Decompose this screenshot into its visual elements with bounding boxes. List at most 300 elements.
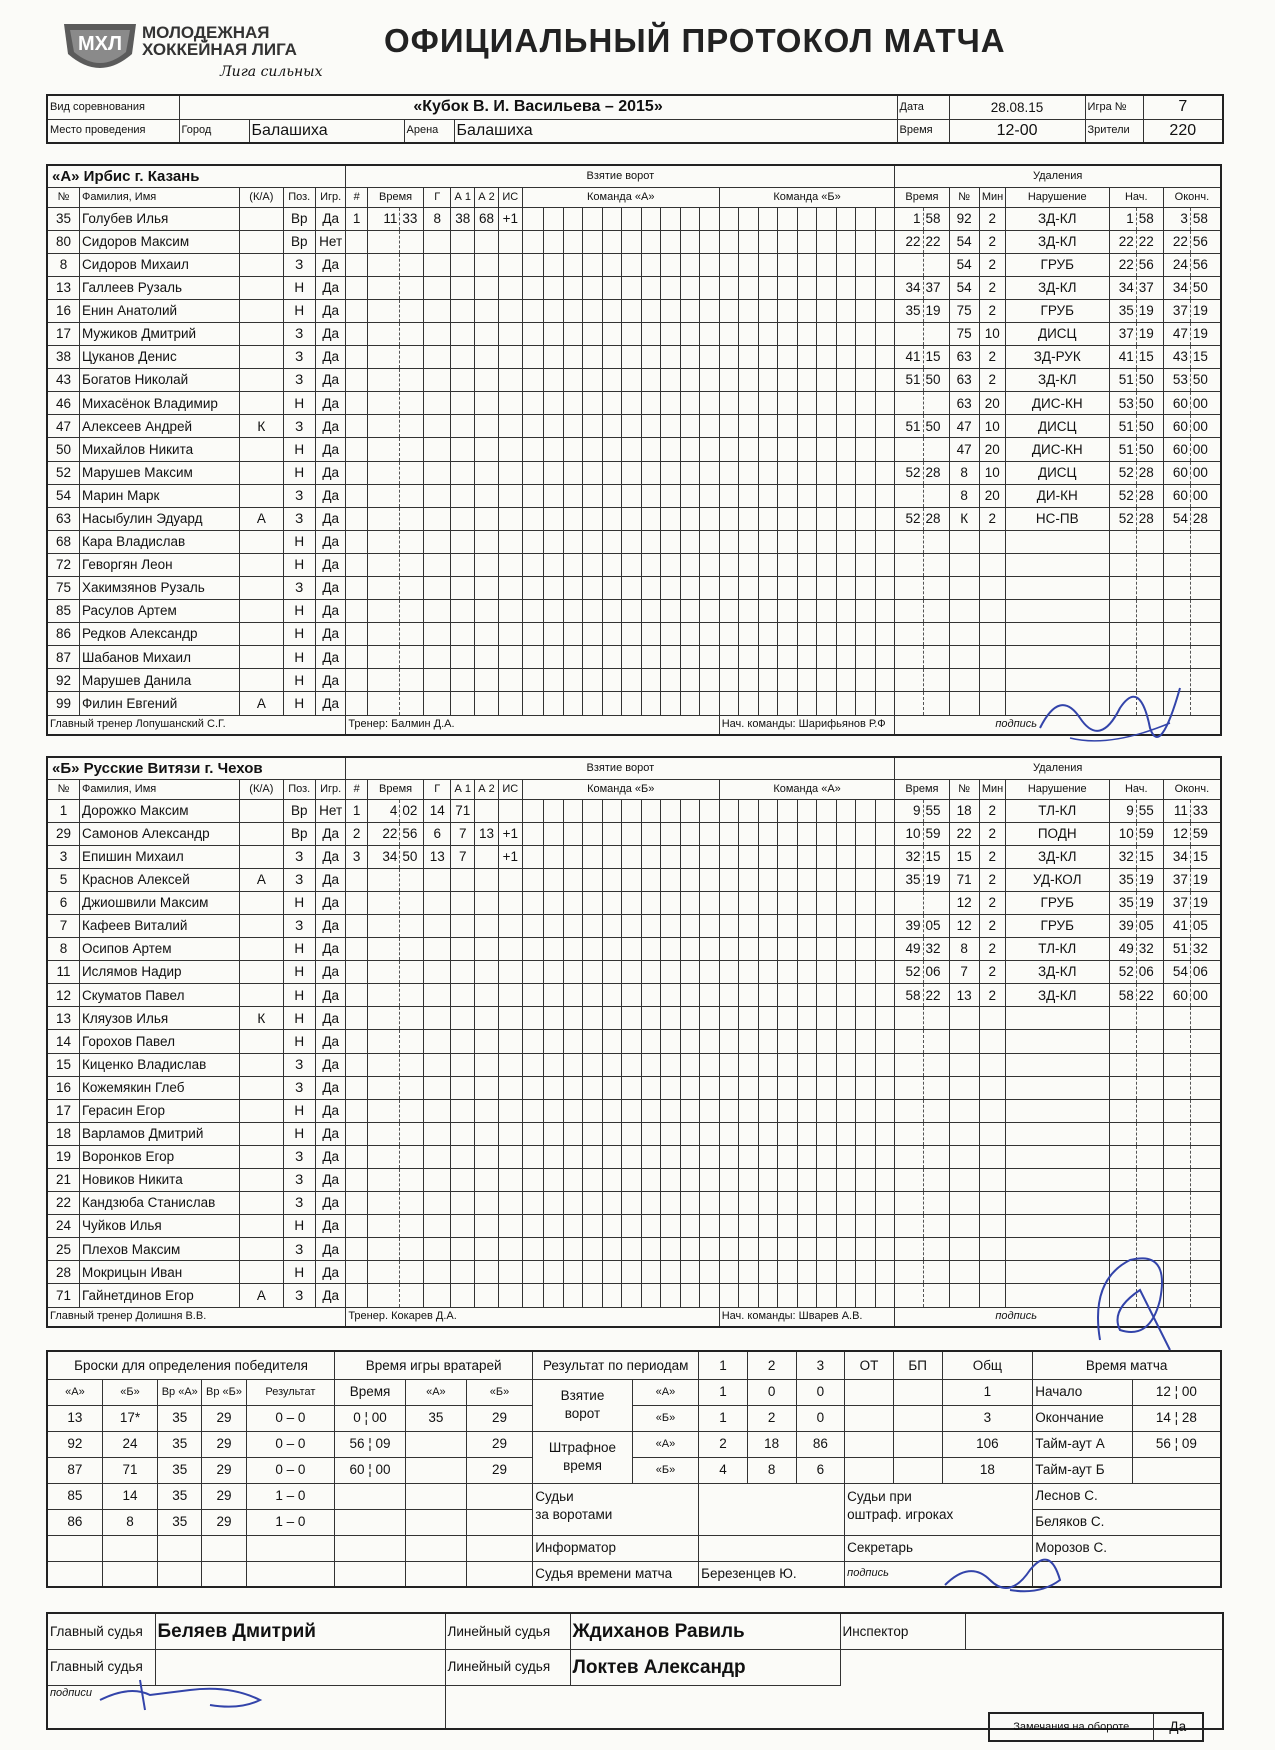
grid-cell [836, 369, 855, 392]
match-time: 12-00 [949, 119, 1085, 143]
grid-cell [641, 276, 660, 299]
grid-cell [856, 868, 875, 891]
grid-cell [856, 369, 875, 392]
grid-cell [739, 1284, 758, 1307]
player-played: Нет [315, 799, 345, 822]
grid-cell [739, 1192, 758, 1215]
player-position: З [283, 914, 315, 937]
player-number: 68 [47, 530, 79, 553]
pen-player: 8 [949, 938, 979, 961]
pen-minutes: 2 [979, 230, 1005, 253]
grid-cell [856, 207, 875, 230]
grid-cell [856, 961, 875, 984]
grid-cell [797, 1261, 816, 1284]
pen-end-min: 53 [1163, 369, 1190, 392]
pim-a: 2 [699, 1431, 748, 1457]
grid-cell [544, 1215, 563, 1238]
player-played: Да [315, 600, 345, 623]
grid-cell [522, 392, 544, 415]
goal-scorer [424, 392, 451, 415]
grid-cell [778, 322, 797, 345]
pen-minutes: 20 [979, 438, 1005, 461]
goal-scorer [424, 530, 451, 553]
grid-cell [661, 530, 680, 553]
pen-start-min [1109, 600, 1136, 623]
pen-end-min: 47 [1163, 322, 1190, 345]
player-name: Новиков Никита [79, 1169, 239, 1192]
grid-cell [797, 692, 816, 715]
grid-cell [817, 623, 836, 646]
grid-cell [583, 1284, 602, 1307]
goal-number [346, 322, 368, 345]
goal-assist2 [475, 914, 499, 937]
pen-end-sec [1190, 1261, 1221, 1284]
grid-cell [680, 1169, 699, 1192]
so-h: «Б» [102, 1379, 157, 1405]
grid-cell [522, 822, 544, 845]
pen-player [949, 1192, 979, 1215]
goal-min [367, 669, 399, 692]
goal-min [367, 1099, 399, 1122]
grid-cell [522, 484, 544, 507]
grid-cell [778, 1099, 797, 1122]
grid-cell [622, 961, 641, 984]
grid-cell [563, 868, 582, 891]
pen-start-min [1109, 553, 1136, 576]
pen-minutes [979, 669, 1005, 692]
grid-cell [758, 369, 777, 392]
pen-infraction [1005, 1169, 1109, 1192]
grid-cell [602, 1261, 621, 1284]
goal-number [346, 961, 368, 984]
pen-end-sec: 00 [1190, 392, 1221, 415]
grid-cell [719, 984, 738, 1007]
grid-cell [602, 600, 621, 623]
so-cell: 35 [158, 1405, 202, 1431]
grid-cell [836, 553, 855, 576]
grid-cell [680, 961, 699, 984]
head-coach: Главный тренер Долишня В.В. [47, 1307, 346, 1327]
grid-cell [583, 253, 602, 276]
pen-end-min: 37 [1163, 299, 1190, 322]
player-row [47, 461, 1221, 484]
goal-number [346, 253, 368, 276]
pen-minutes [979, 1053, 1005, 1076]
grid-cell [836, 891, 855, 914]
pen-player [949, 1053, 979, 1076]
grid-cell [719, 1053, 738, 1076]
grid-cell [856, 1215, 875, 1238]
pen-end-sec [1190, 1284, 1221, 1307]
player-role [240, 1261, 283, 1284]
goal-number [346, 984, 368, 1007]
grid-cell [641, 914, 660, 937]
pen-start-min: 35 [1109, 891, 1136, 914]
col-p-start: Нач. [1109, 187, 1163, 207]
player-name: Кляузов Илья [79, 1007, 239, 1030]
grid-cell [641, 600, 660, 623]
pen-start-sec [1136, 692, 1163, 715]
grid-cell [563, 230, 582, 253]
remarks-label: Замечания на обороте [989, 1713, 1153, 1741]
player-name: Михайлов Никита [79, 438, 239, 461]
pen-end-sec: 19 [1190, 891, 1221, 914]
grid-cell [544, 1053, 563, 1076]
pen-end-min [1163, 1169, 1190, 1192]
pen-minutes [979, 1099, 1005, 1122]
grid-cell [739, 1145, 758, 1168]
so-cell: 35 [158, 1431, 202, 1457]
grid-cell [817, 392, 836, 415]
grid-cell [661, 484, 680, 507]
grid-cell [836, 692, 855, 715]
main-ref-label: Главный судья [47, 1649, 155, 1685]
grid-cell [778, 230, 797, 253]
shootout-title: Броски для определения победителя [47, 1351, 335, 1379]
pen-min [895, 1284, 923, 1307]
pen-minutes: 2 [979, 507, 1005, 530]
grid-cell [602, 914, 621, 937]
pen-minutes: 10 [979, 415, 1005, 438]
player-number: 43 [47, 369, 79, 392]
grid-cell [680, 1145, 699, 1168]
player-played: Да [315, 253, 345, 276]
grid-cell [817, 253, 836, 276]
goal-min [367, 1053, 399, 1076]
goal-strength [498, 1169, 522, 1192]
grid-cell [836, 799, 855, 822]
grid-cell [856, 507, 875, 530]
pen-minutes [979, 1238, 1005, 1261]
grid-cell [836, 669, 855, 692]
pen-end-sec [1190, 669, 1221, 692]
grid-cell [622, 984, 641, 1007]
grid-cell [739, 600, 758, 623]
player-number: 35 [47, 207, 79, 230]
grid-cell [544, 891, 563, 914]
player-played: Да [315, 623, 345, 646]
pen-infraction: ДИС-КН [1005, 438, 1109, 461]
grid-cell [583, 1169, 602, 1192]
goal-strength: +1 [498, 822, 522, 845]
grid-cell [797, 1053, 816, 1076]
grid-cell [856, 1261, 875, 1284]
pen-minutes: 2 [979, 822, 1005, 845]
grid-cell [522, 845, 544, 868]
pen-min [895, 1238, 923, 1261]
goal-assist2 [475, 961, 499, 984]
grid-cell [602, 1076, 621, 1099]
col-ka: (К/А) [240, 779, 283, 799]
pen-end-sec [1190, 1169, 1221, 1192]
grid-cell [817, 1099, 836, 1122]
col-p-inf: Нарушение [1005, 187, 1109, 207]
grid-cell [836, 1284, 855, 1307]
grid-cell [661, 1284, 680, 1307]
so-h: «А» [47, 1379, 102, 1405]
grid-cell [641, 938, 660, 961]
goal-scorer [424, 1076, 451, 1099]
page-title: ОФИЦИАЛЬНЫЙ ПРОТОКОЛ МАТЧА [384, 22, 1006, 59]
pen-sec [923, 438, 949, 461]
goal-number [346, 230, 368, 253]
player-position: Н [283, 961, 315, 984]
grid-cell [875, 577, 895, 600]
grid-cell [544, 961, 563, 984]
goal-strength [498, 914, 522, 937]
grid-cell [622, 1076, 641, 1099]
pen-min: 52 [895, 507, 923, 530]
grid-cell [680, 1284, 699, 1307]
grid-cell [700, 1030, 719, 1053]
grid-cell [758, 1192, 777, 1215]
grid-cell [680, 322, 699, 345]
grid-cell [622, 346, 641, 369]
player-position: З [283, 346, 315, 369]
grid-cell [875, 1169, 895, 1192]
goal-sec [400, 1122, 424, 1145]
goal-number [346, 1284, 368, 1307]
grid-cell [719, 692, 738, 715]
grid-cell [602, 1030, 621, 1053]
grid-cell [680, 669, 699, 692]
pen-min [895, 669, 923, 692]
player-played: Да [315, 1145, 345, 1168]
grid-cell [758, 669, 777, 692]
goals-b: 2 [747, 1405, 796, 1431]
pen-start-sec: 59 [1136, 822, 1163, 845]
grid-cell [544, 438, 563, 461]
grid-cell [622, 1122, 641, 1145]
pen-sec [923, 669, 949, 692]
grid-cell [522, 692, 544, 715]
so-cell: 1 – 0 [246, 1509, 335, 1535]
pen-start-sec: 19 [1136, 299, 1163, 322]
goals-a [893, 1379, 942, 1405]
grid-cell [602, 1238, 621, 1261]
pen-end-min: 34 [1163, 845, 1190, 868]
player-position: З [283, 1169, 315, 1192]
grid-cell [700, 484, 719, 507]
team-chief: Нач. команды: Шарифьянов Р.Ф [719, 715, 895, 735]
pen-end-min: 12 [1163, 822, 1190, 845]
col-play: Игр. [315, 779, 345, 799]
goal-number [346, 692, 368, 715]
pen-min [895, 577, 923, 600]
pen-start-sec: 32 [1136, 938, 1163, 961]
col-p-min: Мин [979, 779, 1005, 799]
player-row [47, 799, 1221, 822]
pen-start-sec [1136, 1145, 1163, 1168]
grid-cell [700, 577, 719, 600]
pen-player: 15 [949, 845, 979, 868]
pen-infraction [1005, 553, 1109, 576]
goal-sec [400, 253, 424, 276]
period-so: БП [893, 1351, 942, 1379]
pen-sec [923, 1053, 949, 1076]
grid-cell [700, 1261, 719, 1284]
goal-scorer [424, 600, 451, 623]
pen-end-sec: 00 [1190, 415, 1221, 438]
so-empty [158, 1535, 202, 1561]
grid-cell [797, 1030, 816, 1053]
grid-cell [563, 822, 582, 845]
player-row [47, 507, 1221, 530]
grid-cell [661, 1007, 680, 1030]
pen-min [895, 600, 923, 623]
pen-minutes [979, 1192, 1005, 1215]
grid-cell [544, 914, 563, 937]
goal-assist1 [451, 438, 475, 461]
grid-cell [544, 1076, 563, 1099]
pen-sec: 28 [923, 461, 949, 484]
grid-cell [836, 577, 855, 600]
grid-cell [680, 1007, 699, 1030]
so-cell: 35 [158, 1457, 202, 1483]
pen-end-sec [1190, 1192, 1221, 1215]
inspector-label: Инспектор [840, 1613, 965, 1649]
player-position: Н [283, 646, 315, 669]
grid-cell [700, 346, 719, 369]
player-number: 18 [47, 1122, 79, 1145]
grid-cell [758, 530, 777, 553]
grid-cell [797, 868, 816, 891]
player-row [47, 623, 1221, 646]
grid-cell [680, 530, 699, 553]
goal-strength [498, 346, 522, 369]
grid-cell [719, 1215, 738, 1238]
pen-player: 92 [949, 207, 979, 230]
player-played: Да [315, 692, 345, 715]
goal-assist2 [475, 346, 499, 369]
pen-start-min [1109, 1261, 1136, 1284]
pen-min [895, 1122, 923, 1145]
pen-end-sec: 33 [1190, 799, 1221, 822]
grid-cell [739, 1215, 758, 1238]
pen-start-min: 52 [1109, 961, 1136, 984]
period-total: Общ [942, 1351, 1033, 1379]
pen-end-min: 3 [1163, 207, 1190, 230]
grid-cell [661, 961, 680, 984]
grid-cell [719, 346, 738, 369]
grid-cell [641, 1192, 660, 1215]
pen-end-sec [1190, 1238, 1221, 1261]
pen-start-sec [1136, 553, 1163, 576]
pen-end-sec: 19 [1190, 299, 1221, 322]
grid-cell [680, 799, 699, 822]
player-number: 8 [47, 253, 79, 276]
player-name: Хакимзянов Рузаль [79, 577, 239, 600]
pen-start-min [1109, 1122, 1136, 1145]
goal-assist1 [451, 961, 475, 984]
pen-sec: 50 [923, 369, 949, 392]
grid-cell [875, 868, 895, 891]
pen-end-sec [1190, 577, 1221, 600]
grid-cell [739, 369, 758, 392]
pen-end-sec: 19 [1190, 868, 1221, 891]
pen-player: 7 [949, 961, 979, 984]
player-played: Да [315, 891, 345, 914]
goal-assist1 [451, 868, 475, 891]
player-number: 47 [47, 415, 79, 438]
grid-cell [583, 600, 602, 623]
pen-end-min [1163, 1284, 1190, 1307]
grid-cell [875, 369, 895, 392]
grid-cell [544, 253, 563, 276]
player-position: З [283, 507, 315, 530]
grid-cell [778, 415, 797, 438]
col-team-own: Команда «Б» [522, 779, 719, 799]
grid-cell [719, 276, 738, 299]
player-role [240, 230, 283, 253]
pen-end-min: 43 [1163, 346, 1190, 369]
team-b-label: «Б» [632, 1405, 698, 1431]
grid-cell [719, 961, 738, 984]
player-role: А [240, 1284, 283, 1307]
grid-cell [817, 1076, 836, 1099]
goal-sec [400, 1192, 424, 1215]
grid-cell [544, 276, 563, 299]
pen-min [895, 1007, 923, 1030]
grid-cell [758, 600, 777, 623]
player-played: Да [315, 553, 345, 576]
goals-title: Взятие ворот [346, 757, 895, 779]
grid-cell [661, 1076, 680, 1099]
goal-assist2 [475, 891, 499, 914]
grid-cell [739, 484, 758, 507]
grid-cell [680, 253, 699, 276]
team-b-table [46, 756, 1222, 1328]
grid-cell [544, 484, 563, 507]
goal-strength [498, 438, 522, 461]
so-cell: 71 [102, 1457, 157, 1483]
goal-sec [400, 299, 424, 322]
pen-sec [923, 530, 949, 553]
grid-cell [778, 276, 797, 299]
empty-cell [840, 1649, 1223, 1685]
so-empty [158, 1561, 202, 1587]
grid-cell [661, 461, 680, 484]
goal-assist2 [475, 1076, 499, 1099]
grid-cell [875, 1030, 895, 1053]
grid-cell [680, 1122, 699, 1145]
goal-scorer [424, 461, 451, 484]
goal-number [346, 415, 368, 438]
grid-cell [778, 530, 797, 553]
pen-minutes [979, 1007, 1005, 1030]
grid-cell [875, 646, 895, 669]
grid-cell [602, 507, 621, 530]
grid-cell [758, 461, 777, 484]
pen-minutes: 10 [979, 461, 1005, 484]
grid-cell [758, 253, 777, 276]
grid-cell [602, 461, 621, 484]
pen-sec [923, 692, 949, 715]
grid-cell [719, 623, 738, 646]
pen-end-min [1163, 1238, 1190, 1261]
goal-strength [498, 868, 522, 891]
col-p-time: Время [895, 779, 949, 799]
pen-start-sec: 15 [1136, 845, 1163, 868]
player-position: З [283, 1192, 315, 1215]
grid-cell [622, 415, 641, 438]
goal-assist2 [475, 1122, 499, 1145]
pen-end-sec: 00 [1190, 984, 1221, 1007]
gk-empty [335, 1509, 406, 1535]
pen-start-sec: 28 [1136, 507, 1163, 530]
grid-cell [875, 322, 895, 345]
grid-cell [522, 322, 544, 345]
